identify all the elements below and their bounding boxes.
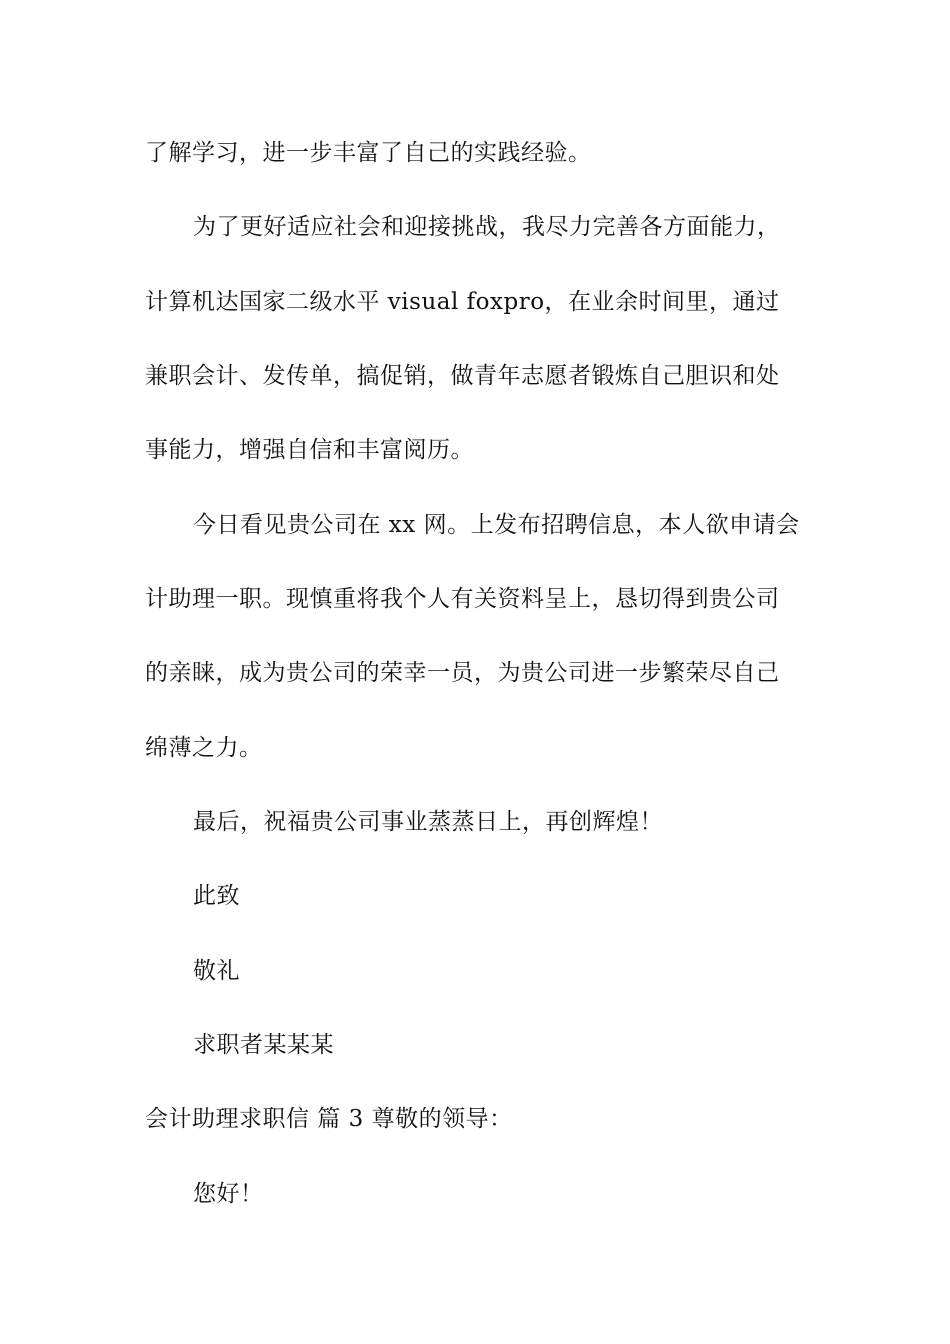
salutation-cizhi: 此致 (193, 883, 240, 909)
paragraph-line: 了解学习，进一步丰富了自己的实践经验。 (145, 140, 592, 166)
paragraph-line: 今日看见贵公司在 xx 网。上发布招聘信息，本人欲申请会 (193, 512, 800, 538)
paragraph-line: 计算机达国家二级水平 visual foxpro，在业余时间里，通过 (145, 289, 780, 315)
paragraph-line: 为了更好适应社会和迎接挑战，我尽力完善各方面能力， (193, 214, 781, 240)
closing-wish: 最后，祝福贵公司事业蒸蒸日上，再创辉煌！ (193, 809, 663, 835)
salutation-jingli: 敬礼 (193, 958, 240, 984)
paragraph-line: 绵薄之力。 (145, 735, 263, 761)
paragraph-line: 计助理一职。现慎重将我个人有关资料呈上，恳切得到贵公司 (145, 586, 780, 612)
section-heading: 会计助理求职信 篇 3 尊敬的领导： (145, 1106, 513, 1132)
signature: 求职者某某某 (193, 1032, 334, 1058)
paragraph-line: 的亲睐，成为贵公司的荣幸一员，为贵公司进一步繁荣尽自己 (145, 660, 780, 686)
greeting: 您好！ (193, 1181, 264, 1207)
paragraph-line: 兼职会计、发传单，搞促销，做青年志愿者锻炼自己胆识和处 (145, 363, 780, 389)
paragraph-line: 事能力，增强自信和丰富阅历。 (145, 437, 474, 463)
